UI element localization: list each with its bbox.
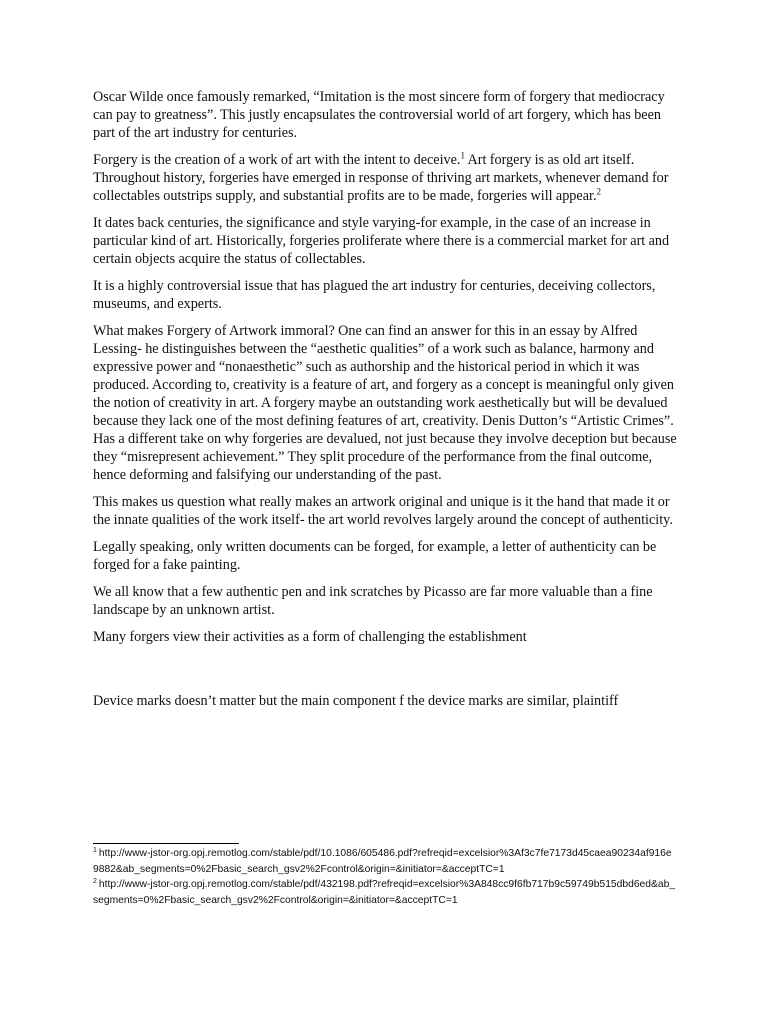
document-body — [93, 88, 677, 719]
paragraph-6: This makes us question what really makes an artwork original and unique is it the hand that made it or the innate qualities of the work itself- the art world revolves largely around the concept of authenticity. — [93, 494, 673, 528]
footnote-reference-2[interactable]: 2 — [596, 186, 601, 197]
footnotes-section — [93, 846, 677, 908]
footnote-1 — [93, 846, 677, 877]
paragraph-2 — [93, 151, 677, 205]
paragraph-7: Legally speaking, only written documents can be forged, for example, a letter of authenticity can be forged for a fake painting. — [93, 539, 657, 573]
paragraph-4: It is a highly controversial issue that has plagued the art industry for centuries, deceiving collectors, museums, and experts. — [93, 278, 656, 312]
paragraph-1: Oscar Wilde once famously remarked, “Imitation is the most sincere form of forgery that mediocracy can pay to greatness”. This justly encapsulates the controversial world of art forgery, which has been part of the art industry for centuries. — [93, 89, 665, 141]
footnote-separator — [93, 843, 239, 844]
footnote-2 — [93, 877, 677, 908]
paragraph-2-text-a: Forgery is the creation of a work of art with the intent to deceive. — [93, 152, 461, 168]
paragraph-8: We all know that a few authentic pen and ink scratches by Picasso are far more valuable than a fine landscape by an unknown artist. — [93, 584, 653, 618]
footnote-1-number: 1 — [93, 846, 97, 854]
paragraph-10: Device marks doesn’t matter but the main component f the device marks are similar, plaintiff — [93, 693, 619, 709]
paragraph-spacer — [93, 655, 677, 692]
footnote-1-link[interactable]: http://www-jstor-org.opj.remotlog.com/stable/pdf/10.1086/605486.pdf?refreqid=excelsior%3Af3c7fe7173d45caea90234af916e9882&ab_segments=0%2Fbasic_search_gsv2%2Fcontrol&origin=&initiator=&acceptTC=1 — [93, 848, 672, 875]
paragraph-9: Many forgers view their activities as a form of challenging the establishment — [93, 629, 527, 645]
paragraph-3: It dates back centuries, the significance and style varying-for example, in the case of an increase in particular kind of art. Historically, forgeries proliferate where there is a commercial market for art and certain objects acquire the status of collectables. — [93, 215, 670, 267]
footnote-reference-1[interactable]: 1 — [460, 150, 465, 161]
footnote-2-link[interactable]: http://www-jstor-org.opj.remotlog.com/stable/pdf/432198.pdf?refreqid=excelsior%3A848cc9f6fb717b9c59749b515dbd6ed&ab_segments=0%2Fbasic_search_gsv2%2Fcontrol&origin=&initiator=&acceptTC=1 — [93, 879, 676, 906]
footnote-2-number: 2 — [93, 877, 97, 885]
paragraph-2-text-b: Art forgery is as old art itself. Throughout history, forgeries have emerged in response of thriving art markets, whenever demand for collectables outstrips supply, and substantial profits are to be made, forgeries will appear. — [93, 152, 669, 204]
paragraph-5: What makes Forgery of Artwork immoral? One can find an answer for this in an essay by Alfred Lessing- he distinguishes between the “aesthetic qualities” of a work such as balance, harmony and expressive power and “nonaesthetic” such as authorship and the historical period in which it was produced. According to, creativity is a feature of art, and forgery as a concept is meaningful only given the notion of creativity in art. A forgery maybe an outstanding work aesthetically but will be devalued because they lack one of the most defining features of art, creativity. Denis Dutton’s “Artistic Crimes”. Has a different take on why forgeries are devalued, not just because they involve deception but because they “misrepresent achievement.” They split procedure of the performance from the final outcome, hence deforming and falsifying our understanding of the past. — [93, 323, 677, 483]
